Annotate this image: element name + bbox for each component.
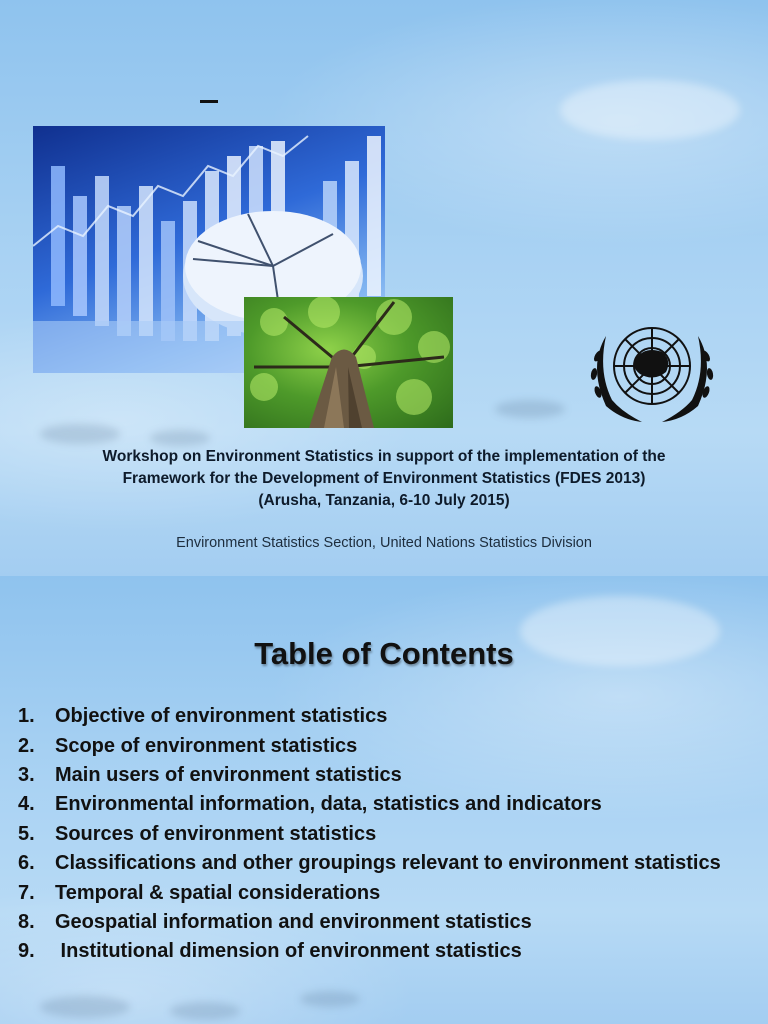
table-of-contents-slide xyxy=(0,576,768,1024)
toc-item xyxy=(18,849,721,878)
toc-item-number: 4. xyxy=(18,793,35,816)
toc-item-number: 5. xyxy=(18,822,35,845)
toc-item-number: 6. xyxy=(18,852,35,875)
toc-item-text: Temporal & spatial considerations xyxy=(55,881,381,904)
cloud-decoration xyxy=(170,1002,240,1020)
toc-title: Table of Contents xyxy=(254,636,514,671)
cloud-decoration xyxy=(150,430,210,446)
toc-item-number: 2. xyxy=(18,734,35,757)
toc-item-text: Classifications and other groupings relevant to environment statistics xyxy=(55,852,721,875)
cloud-decoration xyxy=(300,991,360,1007)
toc-item-text: Environmental information, data, statistics and indicators xyxy=(55,793,602,816)
toc-item-text: Main users of environment statistics xyxy=(55,763,402,786)
workshop-line: Framework for the Development of Environment Statistics (FDES 2013) xyxy=(122,470,646,487)
toc-item-number: 8. xyxy=(18,910,35,933)
toc-item-number: 1. xyxy=(18,705,35,728)
toc-item-text: Sources of environment statistics xyxy=(55,822,377,845)
toc-item-number: 7. xyxy=(18,881,35,904)
cloud-decoration xyxy=(560,80,740,140)
toc-item xyxy=(18,937,721,966)
title-dash xyxy=(200,100,218,103)
tree-picture xyxy=(244,297,453,428)
workshop-line: (Arusha, Tanzania, 6-10 July 2015) xyxy=(258,492,510,509)
toc-item xyxy=(18,731,721,760)
toc-item xyxy=(18,790,721,819)
toc-item xyxy=(18,761,721,790)
workshop-line: Workshop on Environment Statistics in support of the implementation of the xyxy=(102,448,666,465)
toc-item-number: 3. xyxy=(18,763,35,786)
organization-line: Environment Statistics Section, United Nations Statistics Division xyxy=(176,535,592,551)
workshop-title xyxy=(40,446,728,512)
toc-item-text: Geospatial information and environment statistics xyxy=(55,910,532,933)
toc-list xyxy=(18,702,721,967)
toc-item-text: Institutional dimension of environment statistics xyxy=(55,940,522,963)
un-emblem-logo xyxy=(576,316,728,432)
cloud-decoration xyxy=(40,424,120,444)
toc-item xyxy=(18,820,721,849)
cloud-decoration xyxy=(495,400,565,418)
toc-item xyxy=(18,702,721,731)
toc-item-number: 9. xyxy=(18,940,35,963)
toc-item xyxy=(18,878,721,907)
toc-item-text: Scope of environment statistics xyxy=(55,734,358,757)
toc-item xyxy=(18,908,721,937)
toc-item-text: Objective of environment statistics xyxy=(55,705,388,728)
cloud-decoration xyxy=(40,996,130,1018)
